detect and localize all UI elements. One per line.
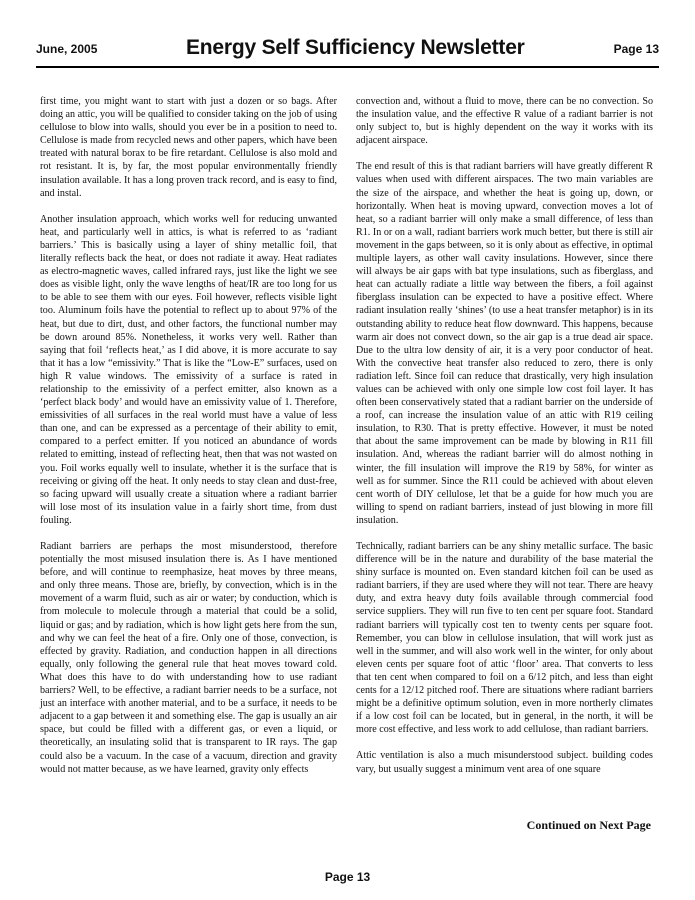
right-paragraph-3: Technically, radiant barriers can be any shiny metallic surface. The basic difference will be in the nature and durability of the base material the shiny surface is mounted on. Even standard kitchen foil can be used as radiant barriers, if they are used where they will not tear. There are heavy duty, and extra heavy duty foils available through commercial food service suppliers. They will run five to ten cent per square foot. Standard radiant barriers will typically cost ten to twenty cents per square foot. Remember, you can blow in cellulose insulation, that will work just as well in the summer, and will also work well in the winter, for only about eleven cents per square foot of attic ‘floor’ area. That converts to less that ten cent when compared to foil on a 6/12 pitch, and less than eight cents for a 12/12 pitched roof. There are situations where radiant barriers might be a definitive optimum solution, even in more northerly climates if a low cost foil can be located, but in general, in the north, it will be more cost effective, and less work to add cellulose, than radiant barriers.: [356, 541, 653, 736]
right-paragraph-1: convection and, without a fluid to move, there can be no convection. So the insulation value, and the effective R value of a radiant barrier is not only subject to, but is highly dependent on the way it works with its adjacent airspace.: [356, 96, 653, 147]
left-paragraph-1: first time, you might want to start with just a dozen or so bags. After doing an attic, you will be qualified to consider taking on the job of using cellulose to blow into walls, should you ever be in a position to need to. Cellulose is made from recycled news and other papers, which have been treated with natural borax to be fire retardant. Cellulose is also mold and rot resistant. It is, by far, the most popular environmentally friendly insulation available. It has a long proven track record, and is easy to find, and instal.: [40, 96, 337, 199]
right-column: [356, 95, 653, 789]
right-paragraph-2: The end result of this is that radiant barriers will have greatly different R values when used with different airspaces. The two main variables are the size of the airspace, and whether the heat is going up, down, or horizontally. When heat is moving upward, convection moves a lot of heat, so a radiant barrier will only make a small difference, of less than R1. In or on a wall, radiant barriers work much better, but there is still air movement in the gaps between, so it is only about as effective, in optimal multiple layers, as other wall cavity insulations. However, since there will always be air gaps with bat type insulations, such as fiberglass, and heat can actually radiate a little way between the fibers, a foil against fiberglass insulation can be expected to have a positive effect. Where radiant insulation really ‘shines’ (to use a heat transfer metaphor) is in its outstanding ability to reduce heat flow downward. This happens, because warm air does not convect down, so the air gap is a true dead air space. Due to the ultra low density of air, it is a very poor conductor of heat. With the convective heat transfer also reduced to zero, there is only radiation left. Since foil can reduce that drastically, very high insulation values can be achieved with only one simple low cost foil layer. It has often been conservatively stated that a radiant barrier on the underside of a roof, can increase the insulation value of an attic with R19 ceiling insulation, to R30. That is pretty effective. However, it must be noted that about the same improvement can be made by blowing in R11 fill insulation. And, whereas the radiant barrier will do almost nothing in winter, the fill insulation will improve the R19 by 58%, for winter as well as for summer. Since the R11 could be achieved with about eleven cent worth of DIY cellulose, let that be a guide for how much you are willing to spend on radiant barriers, instead of just blowing in more fill insulation.: [356, 161, 653, 526]
left-paragraph-2: Another insulation approach, which works well for reducing unwanted heat, and particularly well in attics, is what is referred to as ‘radiant barriers.’ This is basically using a layer of shiny metallic foil, that literally reflects back the heat, or does not radiate it away. Heat radiates as electro-magnetic waves, called infrared rays, just like the light we see does as visible light, only the wave lengths of heat/IR are too long for us to be able to see them with our eyes. Foil however, reflects visible light too. Aluminum foils have the potential to reflect up to about 97% of the heat, but due to dirt, dust, and other factors, the functional number may be down around 85%. Nonetheless, it works very well. Rather than saying that foil ‘reflects heat,’ as I did above, it is more accurate to say that it has a low “emissivity.” That is like the “Low-E” surfaces, used on high R value windows. The emissivity of a surface is rated in relationship to the emissivity of a perfect emitter, also known as a ‘perfect black body’ and would have an emissivity value of 1. Therefore, emissivities of all surfaces in the real world must have a value of less than one, and can be expressed as a percentage of their ability to emit, compared to a perfect emitter. If you noticed an abundance of words related to emitting, instead of reflecting heat, then that was not wasted on you. Foil works equally well to insulate, whether it is the surface that is receiving or giving off the heat. It only needs to stay clean and dust-free, so facing upward will usually create a situation where a radiant barrier will lose most of its insulation value in a fairly short time, from dust fouling.: [40, 213, 337, 526]
header-page-number: Page 13: [613, 42, 659, 56]
left-column: [40, 95, 337, 789]
newsletter-title: Energy Self Sufficiency Newsletter: [186, 36, 525, 59]
footer-page-number: Page 13: [324, 870, 371, 884]
continued-note: Continued on Next Page: [526, 818, 651, 832]
left-paragraph-3: Radiant barriers are perhaps the most misunderstood, therefore potentially the most misused insulation there is. As I have mentioned before, and will continue to reemphasize, heat moves by three means, and only three means. Those are, briefly, by convection, which is in the movement of a warm fluid, such as air or water; by conduction, which is from molecule to molecule through a material that could be a solid, liquid or gas; and by radiation, which is how light gets here from the sun, and why we can feel the heat of a fire. Only one of those, convection, is effected by gravity. Radiation, and conduction happen in all directions equally, only following the general rule that heat moves toward cold. What does this have to do with understanding how to use radiant barriers? Well, to be effective, a radiant barrier needs to be a surface, not just an interface with another material, and to be a surface, it needs to be adjacent to a gap between it and something else. The gap is usually an air space, but could be filled with a different gas, or even a liquid, or theoretically, an insulating solid that is transparent to IR rays. The gap could also be a vacuum. In the case of a vacuum, direction and gravity would not matter because, as we have learned, gravity only effects: [40, 541, 337, 775]
right-paragraph-4: Attic ventilation is also a much misunderstood subject. building codes vary, but usually suggest a minimum vent area of one square: [356, 750, 653, 775]
issue-date: June, 2005: [36, 42, 98, 56]
page-header: [36, 36, 659, 68]
